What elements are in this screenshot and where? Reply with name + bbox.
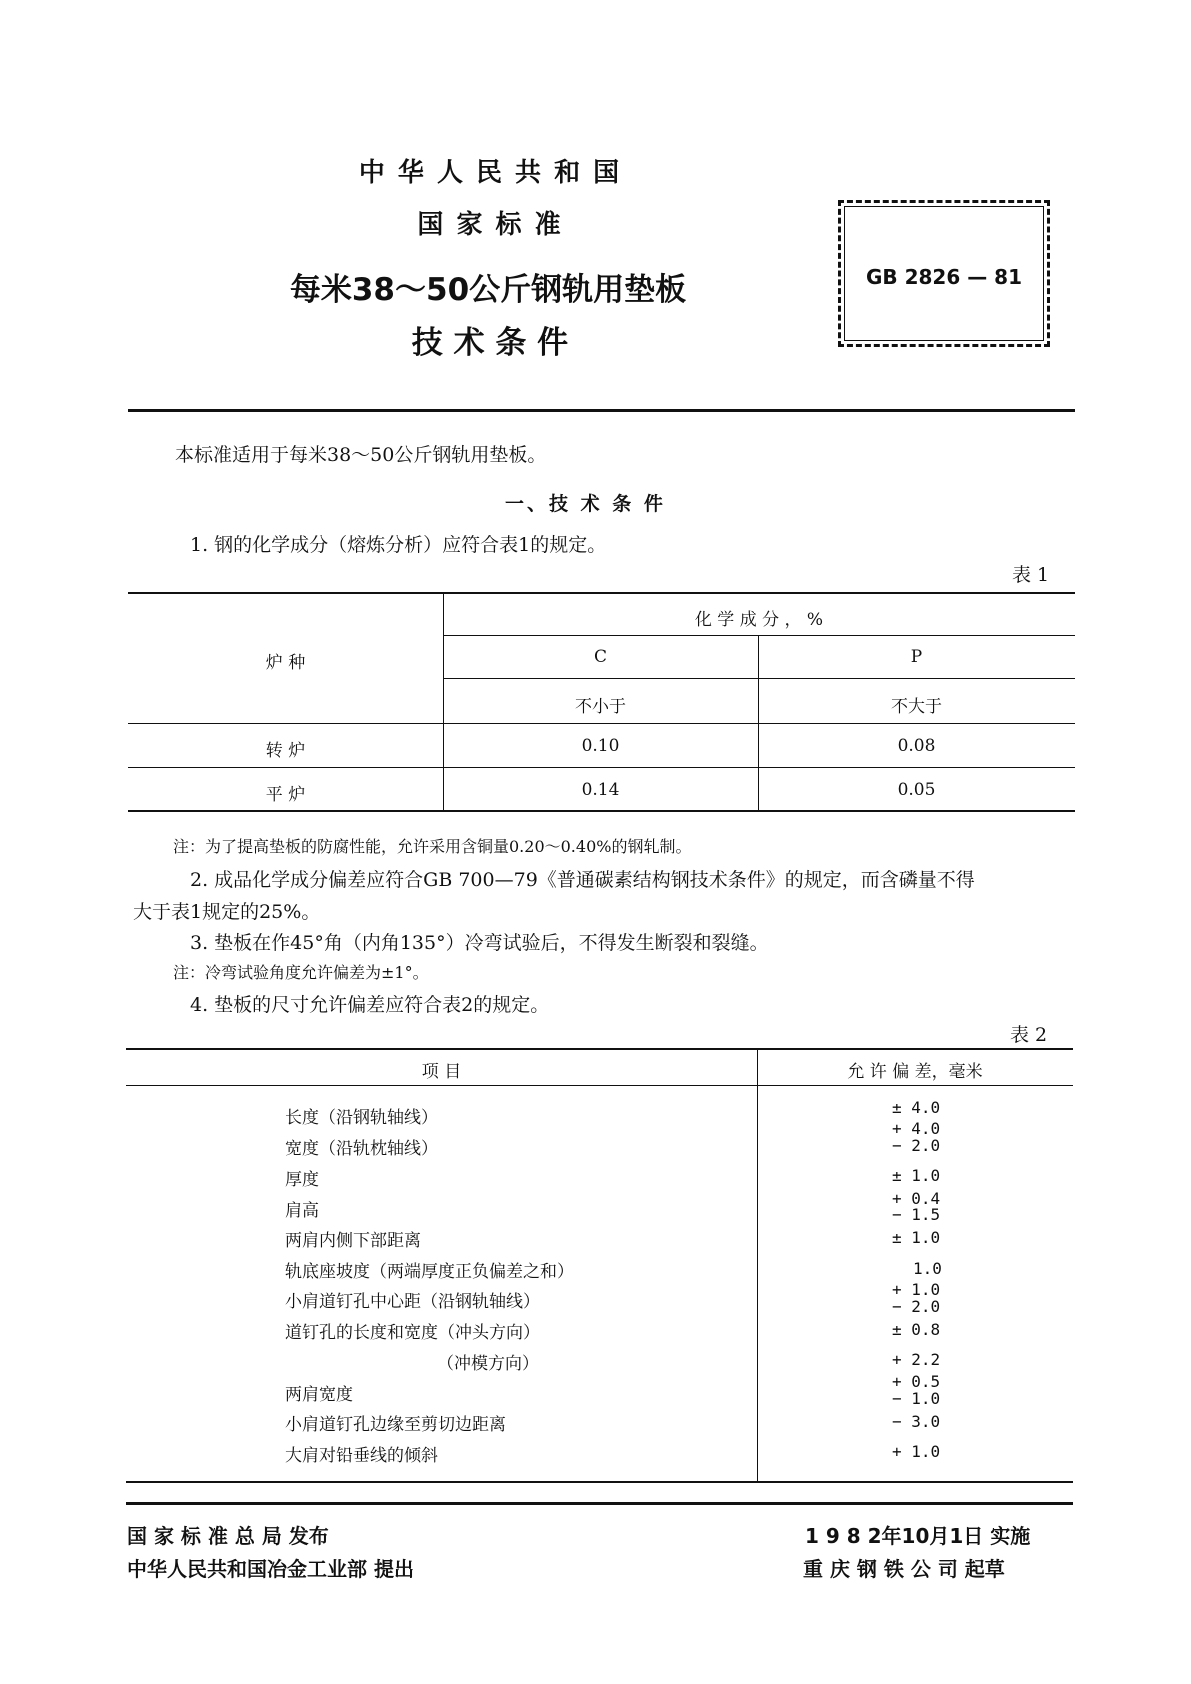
- table1-top-rule: [128, 592, 1075, 594]
- standard-code-box: [838, 200, 1050, 347]
- tolerance-value: − 1.5: [892, 1205, 941, 1224]
- tolerance-value: + 0.5: [892, 1372, 941, 1391]
- table2-caption: 表 2: [1010, 1024, 1048, 1046]
- header-rule: [128, 409, 1075, 412]
- tolerance-item: 小肩道钉孔边缘至剪切边距离: [285, 1415, 506, 1435]
- table1-bottom-rule: [128, 810, 1075, 812]
- tolerance-item: 肩高: [285, 1201, 319, 1221]
- tolerance-value: + 4.0: [892, 1119, 941, 1138]
- drafter: 重 庆 钢 铁 公 司 起草: [803, 1557, 1005, 1581]
- tolerance-item: 小肩道钉孔中心距（沿钢轨轴线）: [285, 1292, 540, 1312]
- table1-header-furnace: 炉 种: [265, 653, 306, 673]
- table2-col-divider: [757, 1048, 758, 1483]
- scope-statement: 本标准适用于每米38～50公斤钢轨用垫板。: [175, 444, 547, 466]
- tolerance-item: 宽度（沿轨枕轴线）: [285, 1139, 438, 1159]
- tolerance-value: + 1.0: [892, 1442, 941, 1461]
- clause-2-line1: 2. 成品化学成分偏差应符合GB 700—79《普通碳素结构钢技术条件》的规定，而含磷量不得: [190, 869, 975, 891]
- note-2: 注：冷弯试验角度允许偏差为±1°。: [173, 963, 429, 982]
- tolerance-value: − 1.0: [892, 1389, 941, 1408]
- table2-header-item: 项 目: [421, 1062, 462, 1082]
- tolerance-item: 道钉孔的长度和宽度（冲头方向）: [285, 1323, 540, 1343]
- table1-rule: [128, 723, 1075, 724]
- tolerance-value: + 2.2: [892, 1350, 941, 1369]
- tolerance-value: ± 4.0: [892, 1098, 941, 1117]
- tolerance-value: − 2.0: [892, 1136, 941, 1155]
- clause-3: 3. 垫板在作45°角（内角135°）冷弯试验后，不得发生断裂和裂缝。: [190, 932, 769, 954]
- tolerance-value: + 0.4: [892, 1189, 941, 1208]
- clause-1: 1. 钢的化学成分（熔炼分析）应符合表1的规定。: [190, 534, 607, 556]
- table1-caption: 表 1: [1012, 564, 1050, 586]
- document-subtitle: 技 术 条 件: [411, 325, 569, 361]
- table1-row-furnace: 转 炉: [265, 741, 306, 761]
- effective-date: 1 9 8 2年10月1日 实施: [805, 1524, 1031, 1548]
- table1-row-furnace: 平 炉: [265, 785, 306, 805]
- table1-rule: [443, 678, 1075, 679]
- tolerance-item: 两肩宽度: [285, 1385, 353, 1405]
- tolerance-value: ± 0.8: [892, 1320, 941, 1339]
- clause-4: 4. 垫板的尺寸允许偏差应符合表2的规定。: [190, 994, 550, 1016]
- tolerance-value: ± 1.0: [892, 1228, 941, 1247]
- table1-row-p: 0.05: [897, 780, 936, 800]
- standard-category: 国 家 标 准: [417, 210, 563, 240]
- country-title: 中 华 人 民 共 和 国: [358, 158, 622, 188]
- tolerance-item: 长度（沿钢轨轴线）: [285, 1108, 438, 1128]
- note-1: 注：为了提高垫板的防腐性能，允许采用含铜量0.20～0.40%的钢轧制。: [173, 837, 692, 856]
- section-heading: 一、技 术 条 件: [505, 493, 666, 515]
- tolerance-value: − 3.0: [892, 1412, 941, 1431]
- tolerance-value: ± 1.0: [892, 1166, 941, 1185]
- table1-rule: [443, 635, 1075, 636]
- table1-header-p: P: [910, 647, 923, 667]
- tolerance-item: （冲模方向）: [437, 1354, 539, 1374]
- table1-row-p: 0.08: [897, 736, 936, 756]
- document-title: 每米38～50公斤钢轨用垫板: [289, 272, 687, 308]
- tolerance-value: 1.0: [913, 1259, 942, 1278]
- table1-p-limit: 不大于: [891, 697, 942, 717]
- table1-row-c: 0.10: [581, 736, 620, 756]
- tolerance-item: 大肩对铅垂线的倾斜: [285, 1446, 438, 1466]
- table2-bottom-rule: [126, 1481, 1073, 1483]
- issuer: 国 家 标 准 总 局 发布: [127, 1524, 329, 1548]
- table1-header-composition: 化 学 成 分 ， %: [694, 610, 824, 630]
- table2-header-rule: [126, 1085, 1073, 1086]
- standard-code: GB 2826 — 81: [865, 265, 1023, 289]
- proposer: 中华人民共和国冶金工业部 提出: [127, 1557, 414, 1581]
- footer-rule: [126, 1502, 1073, 1505]
- tolerance-value: + 1.0: [892, 1280, 941, 1299]
- table1-c-limit: 不小于: [575, 697, 626, 717]
- table2-top-rule: [126, 1048, 1073, 1050]
- tolerance-value: − 2.0: [892, 1297, 941, 1316]
- table1-rule: [128, 767, 1075, 768]
- clause-2-line2: 大于表1规定的25%。: [133, 901, 321, 923]
- table2-header-tolerance: 允 许 偏 差，毫米: [847, 1062, 983, 1082]
- tolerance-item: 轨底座坡度（两端厚度正负偏差之和）: [285, 1262, 574, 1282]
- table1-header-c: C: [593, 647, 607, 667]
- tolerance-item: 厚度: [285, 1170, 319, 1190]
- table1-row-c: 0.14: [581, 780, 620, 800]
- tolerance-item: 两肩内侧下部距离: [285, 1231, 421, 1251]
